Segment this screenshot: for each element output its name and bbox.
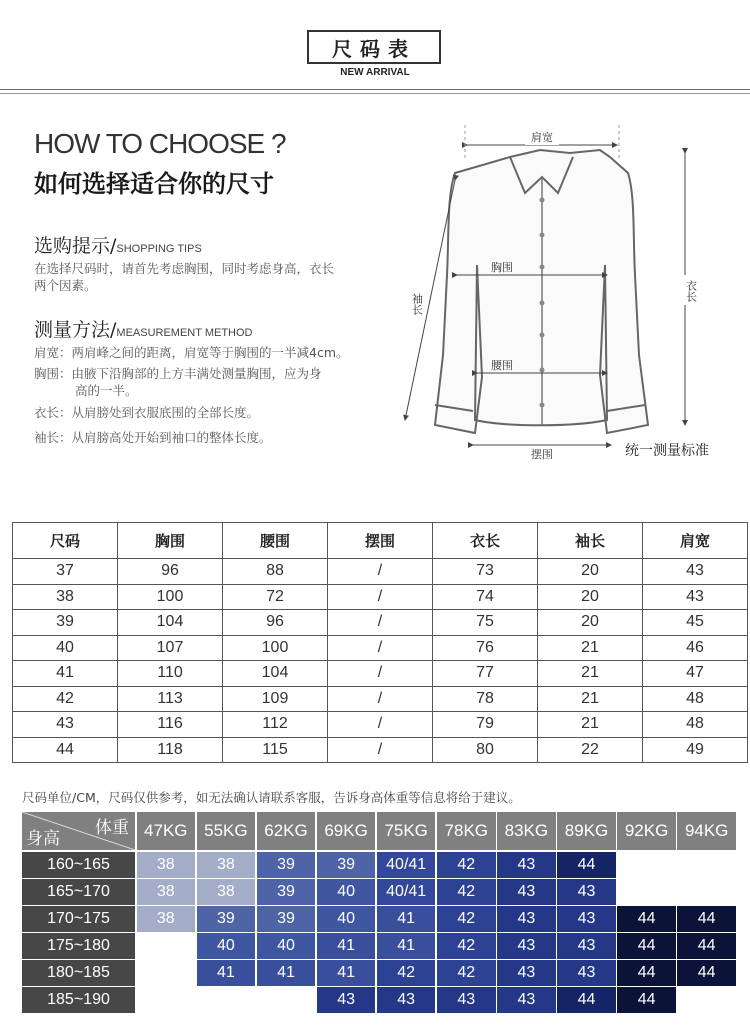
weight-header: 55KG <box>197 812 256 850</box>
size-cell: 44 <box>677 933 736 959</box>
height-label: 180~185 <box>22 960 135 986</box>
table-cell: 49 <box>643 737 748 763</box>
size-cell: 41 <box>377 933 436 959</box>
table-cell: 37 <box>13 559 118 585</box>
weight-header: 75KG <box>377 812 436 850</box>
hem-label: 摆围 <box>531 448 553 461</box>
table-cell: 20 <box>538 610 643 636</box>
header-cell: 袖长 <box>538 523 643 559</box>
table-cell: 79 <box>433 712 538 738</box>
table-cell: 76 <box>433 635 538 661</box>
measure-chest: 胸围：由腋下沿胸部的上方丰满处测量胸围，应为身 高的一半。 <box>34 366 322 398</box>
corner-height-label: 身高 <box>26 829 60 848</box>
table-row <box>13 712 748 738</box>
header-cell: 衣长 <box>433 523 538 559</box>
chest-label: 胸围 <box>491 261 513 274</box>
shopping-tips-text: 在选择尺码时，请首先考虑胸围，同时考虑身高，衣长 两个因素。 <box>34 261 335 293</box>
table-cell: 73 <box>433 559 538 585</box>
page-subtitle: NEW ARRIVAL <box>340 67 410 78</box>
recommend-grid <box>22 812 734 1034</box>
table-cell: 110 <box>118 661 223 687</box>
shirt-diagram <box>395 115 735 475</box>
recommend-note: 尺码单位/CM，尺码仅供参考，如无法确认请联系客服，告诉身高体重等信息将给于建议。 <box>22 790 521 805</box>
size-cell: 40 <box>197 933 256 959</box>
header-cell: 摆围 <box>328 523 433 559</box>
table-cell: / <box>328 635 433 661</box>
table-cell: 43 <box>643 584 748 610</box>
table-cell: 21 <box>538 686 643 712</box>
weight-header: 89KG <box>557 812 616 850</box>
height-label: 160~165 <box>22 852 135 878</box>
table-cell: 113 <box>118 686 223 712</box>
table-cell: 38 <box>13 584 118 610</box>
size-cell: 43 <box>377 987 436 1013</box>
shopping-tips-title: 选购提示/SHOPPING TIPS <box>34 235 202 257</box>
table-cell: / <box>328 686 433 712</box>
size-cell: 38 <box>137 852 196 878</box>
header-cell: 腰围 <box>223 523 328 559</box>
table-row <box>13 584 748 610</box>
table-cell: 21 <box>538 712 643 738</box>
size-cell: 40 <box>257 933 316 959</box>
height-label: 165~170 <box>22 879 135 905</box>
size-cell: 43 <box>497 879 556 905</box>
table-cell: 77 <box>433 661 538 687</box>
size-cell: 40 <box>317 879 376 905</box>
table-cell: 100 <box>118 584 223 610</box>
table-cell: / <box>328 559 433 585</box>
size-cell: 39 <box>257 879 316 905</box>
table-cell: 42 <box>13 686 118 712</box>
size-cell: 42 <box>437 960 496 986</box>
table-cell: 45 <box>643 610 748 636</box>
page-title: 尺码表 <box>307 30 441 64</box>
size-cell: 39 <box>257 852 316 878</box>
header-divider <box>0 89 750 90</box>
size-cell: 43 <box>557 960 616 986</box>
table-cell: 39 <box>13 610 118 636</box>
table-cell: 43 <box>13 712 118 738</box>
corner-weight-label: 体重 <box>95 818 129 837</box>
header-cell: 肩宽 <box>643 523 748 559</box>
table-cell: 22 <box>538 737 643 763</box>
size-cell: 43 <box>437 987 496 1013</box>
size-cell: 38 <box>137 879 196 905</box>
table-cell: 48 <box>643 686 748 712</box>
size-cell: 44 <box>677 960 736 986</box>
header-divider-2 <box>0 93 750 94</box>
table-cell: 75 <box>433 610 538 636</box>
size-cell: 41 <box>317 960 376 986</box>
size-cell: 39 <box>317 852 376 878</box>
height-label: 185~190 <box>22 987 135 1013</box>
how-to-choose-cn: 如何选择适合你的尺寸 <box>34 170 274 198</box>
table-cell: 20 <box>538 559 643 585</box>
table-cell: 41 <box>13 661 118 687</box>
size-table <box>12 522 748 763</box>
table-cell: 20 <box>538 584 643 610</box>
size-cell: 44 <box>617 933 676 959</box>
height-label: 175~180 <box>22 933 135 959</box>
corner-header <box>22 812 135 850</box>
table-cell: 72 <box>223 584 328 610</box>
weight-header: 69KG <box>317 812 376 850</box>
table-cell: 21 <box>538 661 643 687</box>
table-cell: 88 <box>223 559 328 585</box>
size-cell: 39 <box>257 906 316 932</box>
table-row <box>13 559 748 585</box>
size-cell: 40 <box>317 906 376 932</box>
table-cell: / <box>328 610 433 636</box>
weight-header: 83KG <box>497 812 556 850</box>
table-cell: / <box>328 712 433 738</box>
weight-header: 78KG <box>437 812 496 850</box>
table-row <box>13 661 748 687</box>
table-cell: 48 <box>643 712 748 738</box>
size-cell: 41 <box>257 960 316 986</box>
size-cell: 42 <box>437 933 496 959</box>
size-cell: 44 <box>617 987 676 1013</box>
table-row <box>13 610 748 636</box>
table-cell: 100 <box>223 635 328 661</box>
table-cell: 40 <box>13 635 118 661</box>
size-cell: 41 <box>377 906 436 932</box>
size-table-header <box>13 523 748 559</box>
size-cell: 42 <box>437 879 496 905</box>
table-cell: 118 <box>118 737 223 763</box>
table-cell: 46 <box>643 635 748 661</box>
length-label: 衣长 <box>684 280 698 302</box>
standard-label: 统一测量标准 <box>625 443 709 459</box>
size-cell: 44 <box>617 960 676 986</box>
table-cell: 80 <box>433 737 538 763</box>
table-cell: 112 <box>223 712 328 738</box>
size-cell: 43 <box>317 987 376 1013</box>
size-cell: 44 <box>677 906 736 932</box>
table-cell: 96 <box>223 610 328 636</box>
table-cell: 21 <box>538 635 643 661</box>
size-cell: 38 <box>197 879 256 905</box>
table-cell: 109 <box>223 686 328 712</box>
weight-header: 47KG <box>137 812 196 850</box>
header-cell: 尺码 <box>13 523 118 559</box>
size-cell: 43 <box>557 906 616 932</box>
table-cell: / <box>328 661 433 687</box>
size-cell: 40/41 <box>377 879 436 905</box>
measure-sleeve: 袖长：从肩膀高处开始到袖口的整体长度。 <box>34 430 272 445</box>
table-cell: 104 <box>118 610 223 636</box>
height-label: 170~175 <box>22 906 135 932</box>
measurement-method-title: 测量方法/MEASUREMENT METHOD <box>34 319 253 341</box>
size-cell: 39 <box>197 906 256 932</box>
table-cell: 44 <box>13 737 118 763</box>
size-cell: 43 <box>497 960 556 986</box>
size-cell: 41 <box>197 960 256 986</box>
weight-header: 92KG <box>617 812 676 850</box>
table-cell: 115 <box>223 737 328 763</box>
table-cell: 104 <box>223 661 328 687</box>
size-cell: 44 <box>557 987 616 1013</box>
table-cell: / <box>328 584 433 610</box>
shoulder-label: 肩宽 <box>531 131 553 144</box>
size-cell: 43 <box>497 852 556 878</box>
size-cell: 43 <box>497 933 556 959</box>
table-cell: 107 <box>118 635 223 661</box>
size-cell: 43 <box>497 987 556 1013</box>
size-cell: 38 <box>137 906 196 932</box>
size-cell: 42 <box>437 906 496 932</box>
size-cell: 42 <box>377 960 436 986</box>
size-cell: 43 <box>497 906 556 932</box>
size-cell: 42 <box>437 852 496 878</box>
weight-header: 94KG <box>677 812 736 850</box>
how-to-choose-heading: HOW TO CHOOSE ? <box>34 128 286 159</box>
size-cell: 43 <box>557 879 616 905</box>
size-cell: 44 <box>617 906 676 932</box>
measure-length: 衣长：从肩膀处到衣服底围的全部长度。 <box>34 405 260 420</box>
table-cell: / <box>328 737 433 763</box>
table-cell: 78 <box>433 686 538 712</box>
table-cell: 47 <box>643 661 748 687</box>
table-cell: 96 <box>118 559 223 585</box>
size-cell: 43 <box>557 933 616 959</box>
table-row <box>13 635 748 661</box>
size-cell: 40/41 <box>377 852 436 878</box>
table-cell: 43 <box>643 559 748 585</box>
size-cell: 41 <box>317 933 376 959</box>
waist-label: 腰围 <box>491 359 513 372</box>
weight-header: 62KG <box>257 812 316 850</box>
measure-shoulder: 肩宽：两肩峰之间的距离，肩宽等于胸围的一半减4cm。 <box>34 345 349 360</box>
size-cell: 44 <box>557 852 616 878</box>
table-cell: 74 <box>433 584 538 610</box>
table-row <box>13 686 748 712</box>
header-cell: 胸围 <box>118 523 223 559</box>
table-row <box>13 737 748 763</box>
sleeve-label: 袖长 <box>410 293 424 315</box>
size-cell: 38 <box>197 852 256 878</box>
table-cell: 116 <box>118 712 223 738</box>
